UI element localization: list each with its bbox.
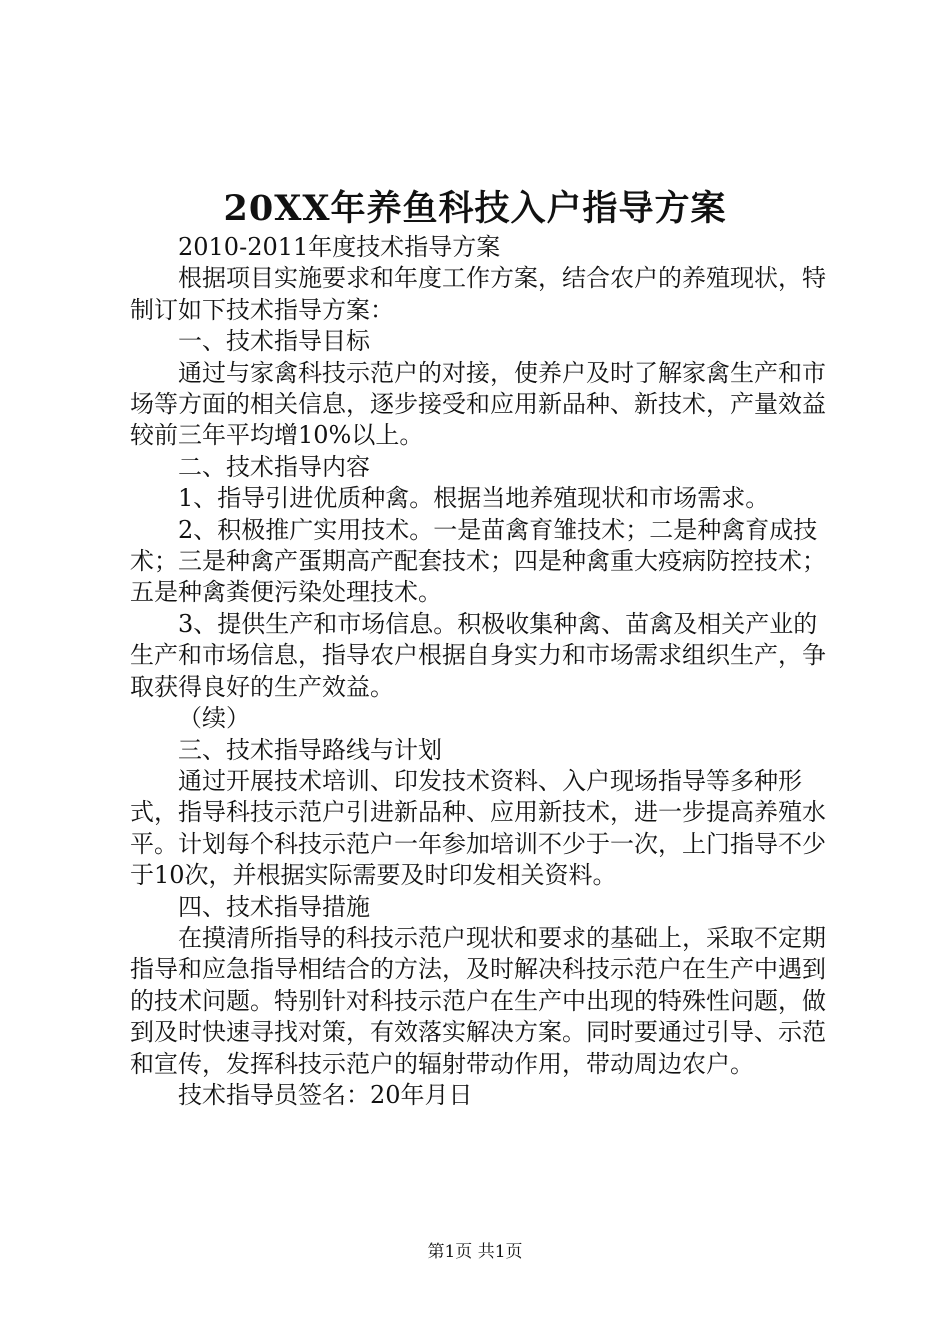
document-title: 20XX年养鱼科技入户指导方案 <box>223 188 727 229</box>
section-heading-route: 三、技术指导路线与计划 <box>178 735 442 764</box>
paragraph-measures: 在摸清所指导的科技示范户现状和要求的基础上，采取不定期指导和应急指导相结合的方法，及时解决科技示范户在生产中遇到的技术问题。特别针对科技示范户在生产中出现的特殊性问题，做到及时快速寻找对策，有效落实解决方案。同时要通过引导、示范和宣传，发挥科技示范户的辐射带动作用，带动周边农户。 <box>130 923 826 1078</box>
paragraph-continued: （续） <box>178 704 250 733</box>
paragraph-goals: 通过与家禽科技示范户的对接，使养户及时了解家禽生产和市场等方面的相关信息，逐步接受和应用新品种、新技术，产量效益较前三年平均增10%以上。 <box>130 358 826 450</box>
page-footer: 第1页 共1页 <box>427 1242 523 1262</box>
section-heading-content: 二、技术指导内容 <box>178 452 370 481</box>
paragraph-content-item-3: 3、提供生产和市场信息。积极收集种禽、苗禽及相关产业的生产和市场信息，指导农户根据自身实力和市场需求组织生产，争取获得良好的生产效益。 <box>130 609 826 701</box>
document-body <box>130 232 830 1111</box>
paragraph-intro: 根据项目实施要求和年度工作方案，结合农户的养殖现状，特制订如下技术指导方案： <box>130 264 826 324</box>
signature-line: 技术指导员签名：20年月日 <box>178 1080 473 1109</box>
section-heading-measures: 四、技术指导措施 <box>178 892 370 921</box>
paragraph-subtitle: 2010-2011年度技术指导方案 <box>178 233 501 261</box>
paragraph-content-item-1: 1、指导引进优质种禽。根据当地养殖现状和市场需求。 <box>178 484 770 513</box>
section-heading-goals: 一、技术指导目标 <box>178 327 370 356</box>
paragraph-content-item-2: 2、积极推广实用技术。一是苗禽育雏技术；二是种禽育成技术；三是种禽产蛋期高产配套技术；四是种禽重大疫病防控技术；五是种禽粪便污染处理技术。 <box>130 515 826 607</box>
paragraph-route: 通过开展技术培训、印发技术资料、入户现场指导等多种形式，指导科技示范户引进新品种、应用新技术，进一步提高养殖水平。计划每个科技示范户一年参加培训不少于一次，上门指导不少于10次，并根据实际需要及时印发相关资料。 <box>130 766 826 890</box>
